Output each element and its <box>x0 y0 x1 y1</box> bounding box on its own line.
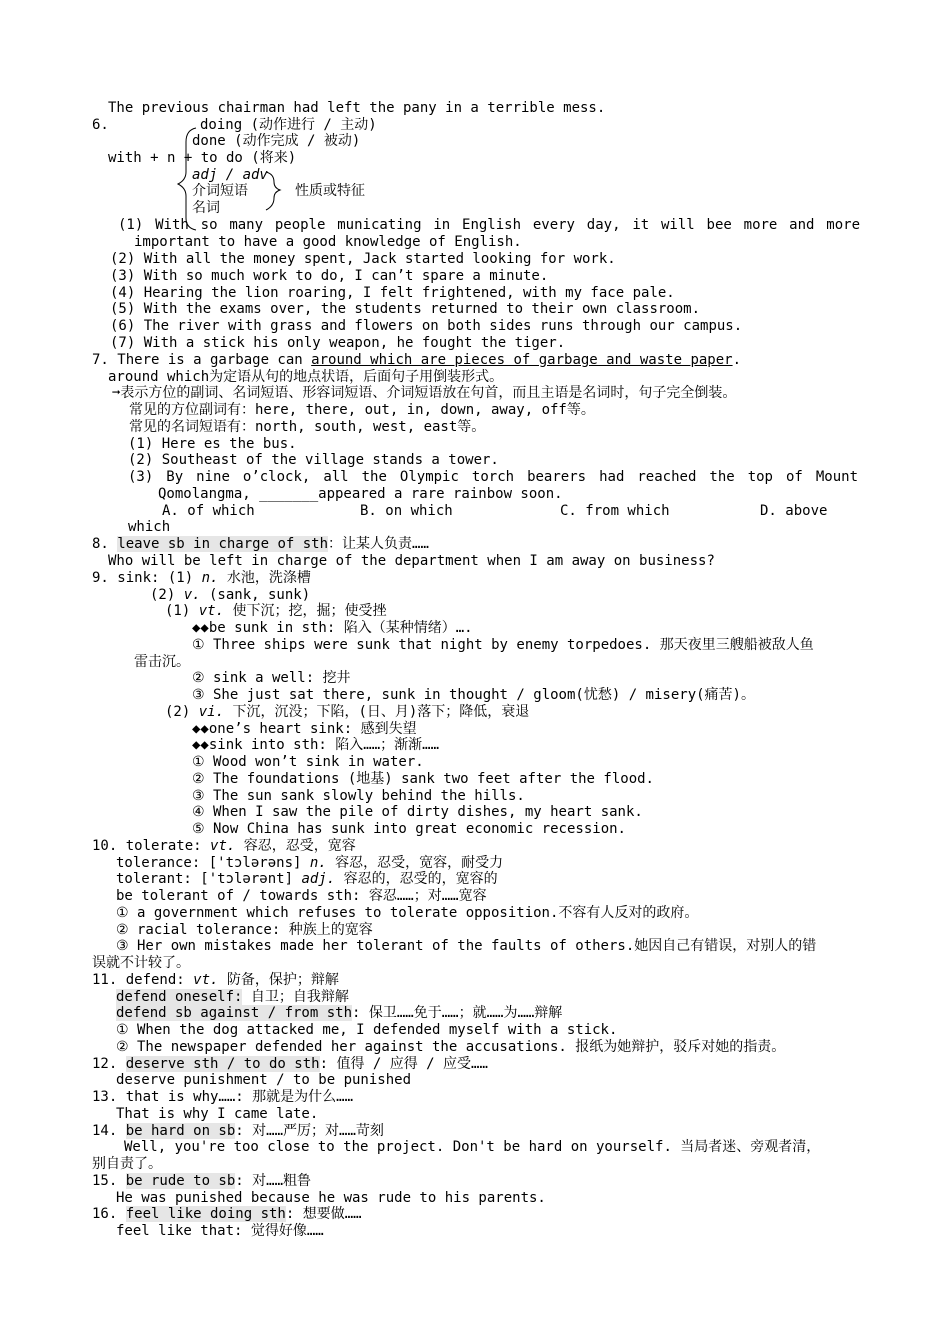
line-text: (6) The river with grass and flowers on both sides runs through our campus. <box>110 318 743 334</box>
line-text-tail: (sank, sunk) <box>200 587 311 603</box>
line-text: ⑤ Now China has sunk into great economic recession. <box>192 821 626 837</box>
part-of-speech: n. <box>201 570 219 586</box>
line-text: ② The newspaper defended her against the accusations. 报纸为她辩护，驳斥对她的指责。 <box>116 1039 786 1055</box>
line-text: (5) With the exams over, the students returned to their own classroom. <box>110 301 701 317</box>
line-text: 雷击沉。 <box>134 654 190 670</box>
line-text: 性质或特征 <box>295 183 365 199</box>
line-text: ① Wood won’t sink in water. <box>192 754 424 770</box>
line-text: 常见的名词短语有：north, south, west, east等。 <box>129 419 486 435</box>
line-text: 10. tolerate: <box>92 838 211 854</box>
line-text: which <box>128 519 171 535</box>
line-text: tolerance: ['tɔlərəns] <box>116 855 310 871</box>
line-text: 15. <box>92 1173 126 1189</box>
line-text: 介词短语 <box>192 183 248 199</box>
highlighted-phrase: feel like doing sth <box>125 1206 286 1222</box>
line-text: (2) With all the money spent, Jack started looking for work. <box>110 251 616 267</box>
line-text: doing (动作进行 / 主动) <box>200 117 377 133</box>
line-text-tail: . <box>732 352 742 368</box>
line-text: The previous chairman had left the pany in a terrible mess. <box>108 100 606 116</box>
line-text: ② sink a well: 挖井 <box>192 670 351 686</box>
line-text: (1) Here es the bus. <box>128 436 297 452</box>
line-text-tail: : 想要做…… <box>285 1206 362 1222</box>
line-text: 11. defend: <box>92 972 194 988</box>
line-text-tail: 容忍，忍受，宽容 <box>235 838 356 854</box>
highlighted-phrase: be rude to sb <box>125 1173 236 1189</box>
line-text: 常见的方位副词有：here, there, out, in, down, away, off等。 <box>129 402 595 418</box>
line-text: (2) Southeast of the village stands a tower. <box>128 452 499 468</box>
line-text: (2) <box>150 587 184 603</box>
line-text: (1) <box>165 603 199 619</box>
line-text: 7. There is a garbage can <box>92 352 312 368</box>
line-text-tail: 防备，保护；辩解 <box>218 972 339 988</box>
line-text: A. of which <box>162 503 255 519</box>
line-text: That is why I came late. <box>116 1106 319 1122</box>
line-text: He was punished because he was rude to his parents. <box>116 1190 546 1206</box>
highlighted-phrase: defend oneself: <box>116 989 243 1005</box>
line-text: tolerant: ['tɔlərənt] <box>116 871 302 887</box>
line-text: ③ The sun sank slowly behind the hills. <box>192 788 525 804</box>
highlighted-phrase: be hard on sb <box>125 1123 236 1139</box>
line-text: (3) With so much work to do, I can’t spare a minute. <box>110 268 549 284</box>
highlighted-phrase: defend sb against / from sth <box>116 1005 353 1021</box>
line-text: (4) Hearing the lion roaring, I felt frightened, with my face pale. <box>110 285 675 301</box>
line-text: ① When the dog attacked me, I defended myself with a stick. <box>116 1022 618 1038</box>
line-text: (2) <box>165 704 199 720</box>
line-text: ③ She just sat there, sunk in thought / gloom(忧愁) / misery(痛苦)。 <box>192 687 755 703</box>
line-text: ◆◆one’s heart sink: 感到失望 <box>192 721 417 737</box>
highlighted-phrase: leave sb in charge of sth <box>117 536 329 552</box>
line-text: 名词 <box>192 200 220 216</box>
line-text: important to have a good knowledge of English. <box>134 234 522 250</box>
line-text: ④ When I saw the pile of dirty dishes, my heart sank. <box>192 804 643 820</box>
part-of-speech: vt. <box>198 603 225 619</box>
line-text-tail: : 值得 / 应得 / 应受…… <box>319 1056 488 1072</box>
line-text: (3) By nine o’clock, all the Olympic torch bearers had reached the top of Mount <box>128 469 858 485</box>
large-left-brace <box>178 128 196 230</box>
line-text: 8. <box>92 536 118 552</box>
line-text: 9. sink: (1) <box>92 570 202 586</box>
line-text-tail: 使下沉；挖，掘；使受挫 <box>224 603 387 619</box>
small-right-brace <box>266 172 280 210</box>
line-text: ② The foundations (地基) sank two feet after the flood. <box>192 771 654 787</box>
line-text-tail: 自卫；自我辩解 <box>242 989 349 1005</box>
line-text-tail: 下沉，沉没；下陷，(日、月)落下；降低，衰退 <box>224 704 530 720</box>
line-text: 误就不计较了。 <box>92 955 190 971</box>
line-text: 13. that is why……: 那就是为什么…… <box>92 1089 354 1105</box>
line-text: ③ Her own mistakes made her tolerant of the faults of others.她因自己有错误，对别人的错 <box>116 938 817 954</box>
part-of-speech: vt. <box>210 838 236 854</box>
line-text: 6. <box>92 117 109 133</box>
part-of-speech: vt. <box>193 972 219 988</box>
line-text-tail: : 对……粗鲁 <box>235 1173 312 1189</box>
line-text: ② racial tolerance: 种族上的宽容 <box>116 922 373 938</box>
line-text: C. from which <box>560 503 670 519</box>
highlighted-phrase: deserve sth / to do sth <box>125 1056 320 1072</box>
line-text: adj / adv <box>192 167 268 183</box>
line-text: 16. <box>92 1206 126 1222</box>
line-text: 14. <box>92 1123 126 1139</box>
line-text: deserve punishment / to be punished <box>116 1072 412 1088</box>
line-text: ① Three ships were sunk that night by enemy torpedoes. 那天夜里三艘船被敌人鱼 <box>192 637 814 653</box>
line-text: D. above <box>760 503 828 519</box>
part-of-speech: n. <box>309 855 327 871</box>
line-text: (7) With a stick his only weapon, he fought the tiger. <box>110 335 566 351</box>
line-text-tail: ：让某人负责…… <box>328 536 429 552</box>
part-of-speech: adj. <box>301 871 336 887</box>
line-text: 别自责了。 <box>92 1156 162 1172</box>
line-text: Who will be left in charge of the department when I am away on business? <box>108 553 715 569</box>
line-text: ① a government which refuses to tolerate opposition.不容有人反对的政府。 <box>116 905 699 921</box>
line-text: Qomolangma, _______appeared a rare rainbow soon. <box>158 486 563 502</box>
part-of-speech: v. <box>183 587 201 603</box>
line-text: 12. <box>92 1056 126 1072</box>
line-text-tail: : 对……严厉；对……苛刻 <box>235 1123 384 1139</box>
line-text: with + n + to do (将来) <box>108 150 297 166</box>
underlined-phrase: around which are pieces of garbage and waste paper <box>311 352 733 368</box>
line-text: ◆◆be sunk in sth: 陷入（某种情绪）…. <box>192 620 473 636</box>
line-text: feel like that: 觉得好像…… <box>116 1223 324 1239</box>
line-text: B. on which <box>360 503 453 519</box>
line-text: be tolerant of / towards sth: 容忍……；对……宽容 <box>116 888 487 904</box>
part-of-speech: vi. <box>198 704 225 720</box>
line-text: done (动作完成 / 被动) <box>192 133 361 149</box>
line-text-tail: 水池，洗涤槽 <box>218 570 311 586</box>
line-text: (1) With so many people municating in English every day, it will bee more and more <box>118 217 860 233</box>
line-text: ➞表示方位的副词、名词短语、形容词短语、介词短语放在句首，而且主语是名词时，句子完全倒装。 <box>112 385 737 401</box>
line-text: Well, you're too close to the project. Don't be hard on yourself. 当局者迷、旁观者清， <box>124 1139 821 1155</box>
line-text-tail: 容忍，忍受，宽容，耐受力 <box>326 855 504 871</box>
line-text: ◆◆sink into sth: 陷入……；渐渐…… <box>192 737 440 753</box>
line-text-tail: : 保卫……免于……；就……为……辩解 <box>352 1005 563 1021</box>
line-text-tail: 容忍的，忍受的，宽容的 <box>335 871 498 887</box>
line-text: around which为定语从句的地点状语，后面句子用倒装形式。 <box>108 369 504 385</box>
